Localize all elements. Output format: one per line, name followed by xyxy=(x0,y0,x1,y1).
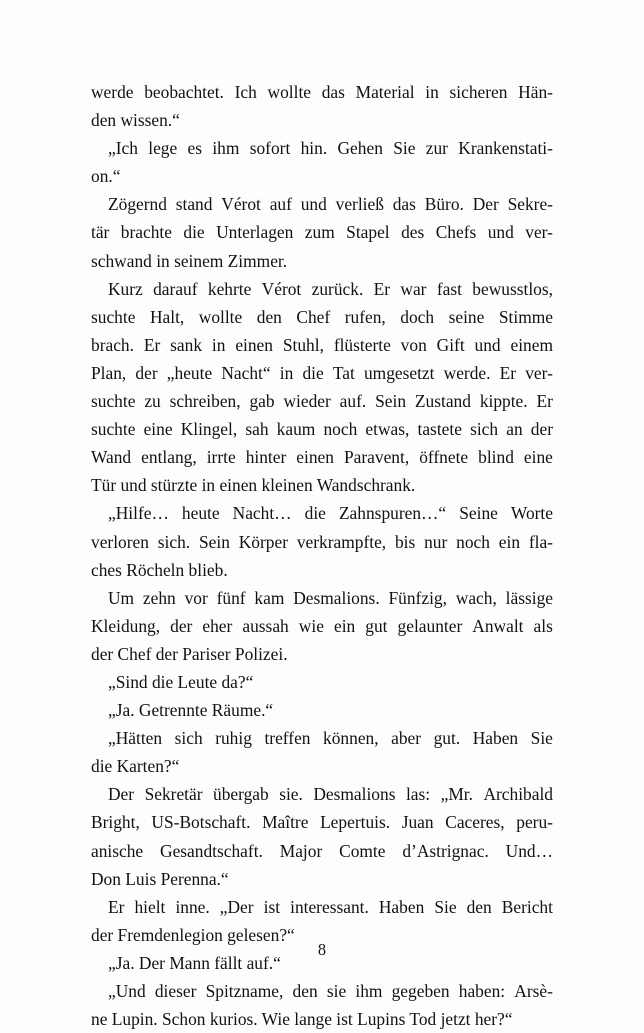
word: auf. xyxy=(339,391,367,412)
word: Desmalions xyxy=(313,784,396,805)
word: irrte xyxy=(206,447,236,468)
word: Juan xyxy=(401,812,434,833)
word: Vérot xyxy=(261,278,302,299)
text-line xyxy=(91,78,553,106)
text-line: „Sind die Leute da?“ xyxy=(108,671,254,692)
word: und xyxy=(474,334,501,355)
word: Er xyxy=(373,278,391,299)
word: Caceres, xyxy=(445,812,505,833)
word: anische xyxy=(91,840,144,861)
word: Worte xyxy=(510,503,553,524)
word: interessant. xyxy=(290,896,369,917)
word: Haben xyxy=(378,896,425,917)
word: US-Botschaft. xyxy=(151,812,251,833)
text-line xyxy=(91,724,553,752)
word: haben: xyxy=(458,981,506,1001)
text-line xyxy=(91,893,553,921)
word: lege xyxy=(148,138,178,159)
word: ver- xyxy=(525,222,553,243)
word: Körper xyxy=(238,531,288,552)
word: einem xyxy=(510,334,553,355)
paragraph xyxy=(91,724,553,780)
word: Haben xyxy=(472,728,519,749)
word: öffnete xyxy=(419,447,469,468)
word: werde. xyxy=(443,362,491,383)
word: Anwalt xyxy=(472,615,524,636)
word: hinter xyxy=(245,447,287,468)
word: in xyxy=(279,362,294,383)
word: „Der xyxy=(219,896,254,917)
word: die xyxy=(183,222,205,243)
word: heute xyxy=(181,503,220,524)
text-line: on.“ xyxy=(91,166,121,187)
word: sich xyxy=(470,419,499,440)
text-line: „Ja. Der Mann fällt auf.“ xyxy=(108,952,281,973)
word: fast xyxy=(436,278,462,299)
word: kippte. xyxy=(479,391,528,412)
word: rufen, xyxy=(344,306,386,327)
word: sich xyxy=(174,728,203,749)
word: blind xyxy=(478,447,514,468)
word: Er xyxy=(499,362,517,383)
word: die xyxy=(304,503,326,524)
word: sicheren xyxy=(449,82,508,102)
word: Der xyxy=(108,784,135,805)
word: seine xyxy=(448,306,485,327)
word: auf xyxy=(269,194,292,215)
word: aussah xyxy=(242,615,289,636)
word: beobachtet. xyxy=(144,82,224,102)
text-line xyxy=(91,837,553,865)
word: dieser xyxy=(154,981,197,1001)
word: verließ xyxy=(335,194,384,215)
text-line xyxy=(91,331,553,359)
word: „Mr. xyxy=(440,784,473,805)
text-line xyxy=(91,415,553,443)
word: treffen xyxy=(264,728,311,749)
word: eher xyxy=(202,615,233,636)
word: Zögernd xyxy=(108,194,167,215)
text-line xyxy=(91,134,553,162)
word: Plan, xyxy=(91,362,127,383)
word: Zahnspuren…“ xyxy=(338,503,447,524)
word: inne. xyxy=(175,896,210,917)
paragraph xyxy=(91,190,553,274)
word: sich. xyxy=(157,531,191,552)
word: Bericht xyxy=(501,896,553,917)
word: peru- xyxy=(516,812,553,833)
word: sofort xyxy=(249,138,291,159)
word: schreiben, xyxy=(169,391,241,412)
word: Sie xyxy=(434,896,457,917)
word: von xyxy=(400,334,427,355)
word: ein xyxy=(333,615,356,636)
word: wollte xyxy=(198,306,243,327)
word: Stimme xyxy=(498,306,553,327)
text-line: schwand in seinem Zimmer. xyxy=(91,250,288,271)
word: d’Astrignac. xyxy=(402,840,489,861)
word: Sekre- xyxy=(507,194,553,215)
word: Chef xyxy=(296,306,331,327)
word: das xyxy=(392,194,416,215)
word: darauf xyxy=(153,278,198,299)
text-line xyxy=(91,780,553,808)
text-line: ches Röcheln blieb. xyxy=(91,559,228,580)
word: Und… xyxy=(505,840,553,861)
word: zurück. xyxy=(311,278,364,299)
word: gut xyxy=(365,615,388,636)
word: entlang, xyxy=(141,447,197,468)
text-line xyxy=(91,584,553,612)
text-line: Don Luis Perenna.“ xyxy=(91,868,229,889)
paragraph xyxy=(91,668,553,696)
word: „Hätten xyxy=(108,728,163,749)
word: brach. xyxy=(91,334,134,355)
word: Lepertuis. xyxy=(320,812,391,833)
word: ihm xyxy=(212,138,240,159)
text-line xyxy=(91,977,553,1005)
word: noch xyxy=(456,531,490,552)
word: Hän- xyxy=(518,82,553,102)
word: den xyxy=(292,981,318,1001)
word: Sein xyxy=(375,391,407,412)
text-line: der Chef der Pariser Polizei. xyxy=(91,643,288,664)
word: Sie xyxy=(393,138,416,159)
word: hin. xyxy=(300,138,328,159)
word: Halt, xyxy=(149,306,185,327)
word: Der xyxy=(472,194,499,215)
word: kam xyxy=(254,587,285,608)
word: nur xyxy=(424,531,448,552)
word: Er xyxy=(536,391,553,412)
text-line xyxy=(91,359,553,387)
word: kehrte xyxy=(207,278,252,299)
word: und xyxy=(487,222,514,243)
word: Kleidung, xyxy=(91,615,161,636)
text-line xyxy=(91,808,553,836)
text-line xyxy=(91,218,553,246)
word: fla- xyxy=(528,531,553,552)
word: Sie xyxy=(530,728,553,749)
word: Tat xyxy=(332,362,355,383)
word: gelaunter xyxy=(397,615,463,636)
text-line: „Ja. Getrennte Räume.“ xyxy=(108,700,274,721)
paragraph xyxy=(91,977,553,1033)
word: brachte xyxy=(120,222,172,243)
word: Stuhl, xyxy=(282,334,324,355)
word: Archibald xyxy=(483,784,553,805)
word: ihm xyxy=(355,981,383,1001)
word: Gesandtschaft. xyxy=(160,840,263,861)
word: Seine xyxy=(459,503,498,524)
word: können, xyxy=(323,728,379,749)
word: in xyxy=(425,82,439,102)
word: ruhig xyxy=(215,728,252,749)
word: Desmalions. xyxy=(293,587,380,608)
word: Ich xyxy=(234,82,257,102)
word: wollte xyxy=(267,82,311,102)
word: sie xyxy=(326,981,347,1001)
word: „Ich xyxy=(108,138,138,159)
word: etwas, xyxy=(365,419,410,440)
word: den xyxy=(466,896,492,917)
word: einen xyxy=(296,447,334,468)
word: gut. xyxy=(433,728,461,749)
text-line xyxy=(91,275,553,303)
word: Chefs xyxy=(435,222,477,243)
word: Sein xyxy=(198,531,230,552)
paragraph xyxy=(91,696,553,724)
paragraph xyxy=(91,584,553,668)
word: Er xyxy=(143,334,161,355)
word: stand xyxy=(175,194,213,215)
paragraph xyxy=(91,134,553,190)
word: gegeben xyxy=(391,981,450,1001)
word: Major xyxy=(279,840,323,861)
word: Wand xyxy=(91,447,132,468)
word: es xyxy=(187,138,203,159)
word: als xyxy=(533,615,553,636)
word: las: xyxy=(405,784,431,805)
word: bis xyxy=(394,531,416,552)
word: wieder xyxy=(283,391,331,412)
word: Comte xyxy=(339,840,386,861)
word: Fünfzig, xyxy=(388,587,447,608)
text-line: die Karten?“ xyxy=(91,756,180,777)
text-line xyxy=(91,499,553,527)
word: das xyxy=(321,82,345,102)
word: war xyxy=(400,278,427,299)
text-line xyxy=(91,190,553,218)
text-line xyxy=(91,303,553,331)
word: doch xyxy=(400,306,435,327)
word: wach, xyxy=(455,587,497,608)
word: der xyxy=(530,419,553,440)
word: suchte xyxy=(91,391,136,412)
word: Gehen xyxy=(337,138,383,159)
paragraph xyxy=(91,499,553,583)
word: fünf xyxy=(216,587,246,608)
word: umgesetzt xyxy=(363,362,435,383)
word: und xyxy=(300,194,327,215)
word: tär xyxy=(91,222,110,243)
word: Nacht… xyxy=(232,503,292,524)
word: ver- xyxy=(525,362,553,383)
word: tastete xyxy=(417,419,462,440)
word: Büro. xyxy=(424,194,464,215)
word: Paravent, xyxy=(343,447,410,468)
word: der xyxy=(135,362,158,383)
word: die xyxy=(302,362,324,383)
word: Krankenstati- xyxy=(458,138,553,159)
word: Bright, xyxy=(91,812,140,833)
word: Stapel xyxy=(346,222,390,243)
word: zum xyxy=(304,222,335,243)
word: Arsè- xyxy=(514,981,553,1001)
word: eine xyxy=(523,447,553,468)
word: der xyxy=(170,615,193,636)
word: suchte xyxy=(91,419,136,440)
word: zehn xyxy=(142,587,176,608)
word: ein xyxy=(498,531,521,552)
word: in xyxy=(211,334,226,355)
word: des xyxy=(401,222,425,243)
word: hielt xyxy=(134,896,166,917)
word: „heute xyxy=(166,362,213,383)
word: übergab xyxy=(213,784,269,805)
text-line: den wissen.“ xyxy=(91,110,180,131)
word: zur xyxy=(425,138,448,159)
text-line: der Fremdenlegion gelesen?“ xyxy=(91,924,295,945)
text-line: Tür und stürzte in einen kleinen Wandschrank. xyxy=(91,475,416,496)
word: sah xyxy=(245,419,269,440)
text-line: ne Lupin. Schon kurios. Wie lange ist Lupins Tod jetzt her?“ xyxy=(91,1009,513,1030)
word: werde xyxy=(91,82,134,102)
word: noch xyxy=(323,419,358,440)
word: kaum xyxy=(276,419,316,440)
word: eine xyxy=(143,419,173,440)
text-line xyxy=(91,387,553,415)
word: lässige xyxy=(505,587,553,608)
word: verkrampfte, xyxy=(296,531,387,552)
word: gab xyxy=(249,391,275,412)
text-line xyxy=(91,612,553,640)
word: Unterlagen xyxy=(216,222,294,243)
word: sank xyxy=(170,334,203,355)
text-line xyxy=(91,528,553,556)
word: suchte xyxy=(91,306,136,327)
word: Zustand xyxy=(414,391,471,412)
word: Nacht“ xyxy=(221,362,271,383)
page-text-block xyxy=(91,78,553,1033)
word: ist xyxy=(263,896,281,917)
word: aber xyxy=(391,728,422,749)
word: Er xyxy=(108,896,125,917)
text-line xyxy=(91,443,553,471)
word: Sekretär xyxy=(144,784,203,805)
word: an xyxy=(506,419,523,440)
word: Spitzname, xyxy=(205,981,284,1001)
paragraph xyxy=(91,275,553,500)
word: „Und xyxy=(108,981,146,1001)
paragraph xyxy=(91,78,553,134)
word: Maître xyxy=(262,812,309,833)
word: einen xyxy=(235,334,273,355)
word: zu xyxy=(144,391,161,412)
word: Kurz xyxy=(108,278,143,299)
word: Um xyxy=(108,587,135,608)
word: wie xyxy=(298,615,324,636)
word: vor xyxy=(184,587,208,608)
word: Gift xyxy=(436,334,465,355)
word: Klingel, xyxy=(180,419,238,440)
word: „Hilfe… xyxy=(108,503,169,524)
word: bewusstlos, xyxy=(472,278,553,299)
word: den xyxy=(256,306,282,327)
paragraph xyxy=(91,780,553,892)
page-number: 8 xyxy=(317,940,327,959)
word: Material xyxy=(355,82,415,102)
word: flüsterte xyxy=(333,334,391,355)
word: sie. xyxy=(279,784,303,805)
word: Vérot xyxy=(221,194,261,215)
word: verloren xyxy=(91,531,149,552)
